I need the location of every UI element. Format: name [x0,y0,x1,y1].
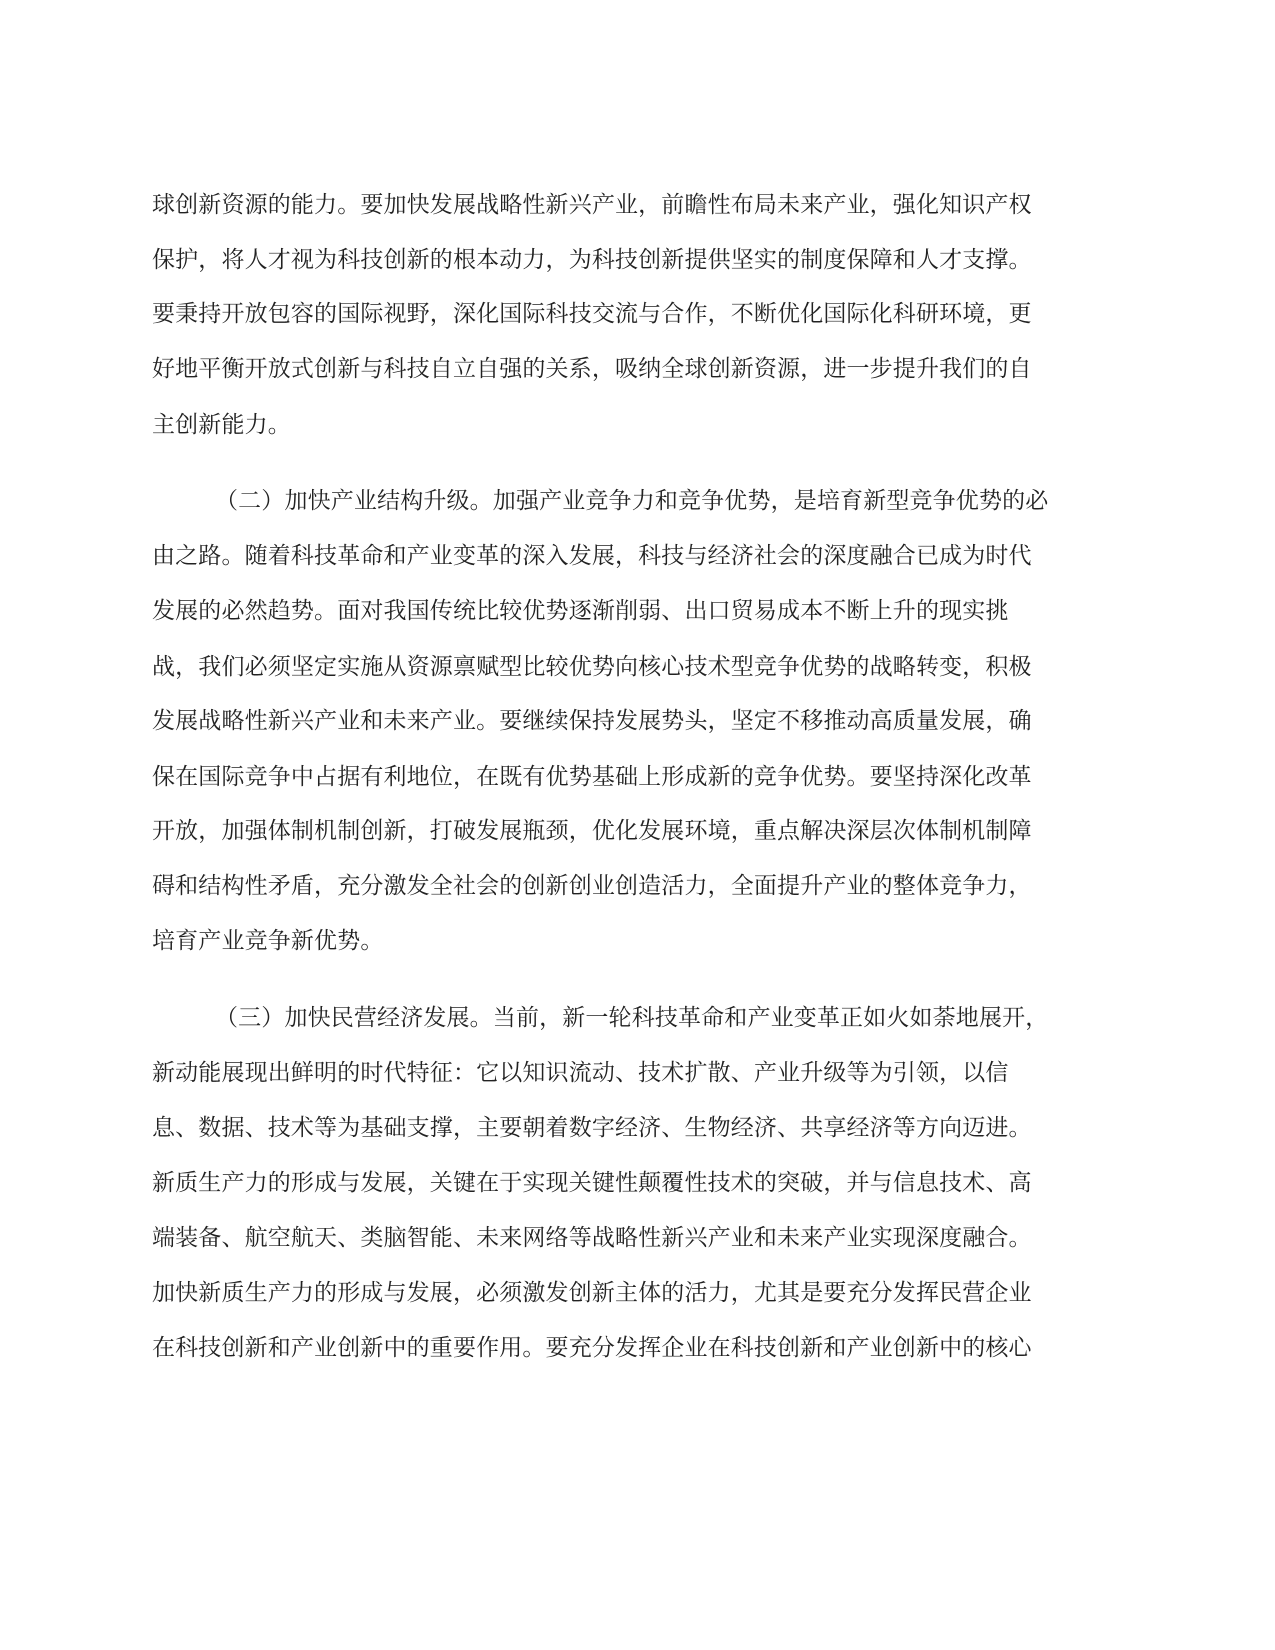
text-line: 碍和结构性矛盾，充分激发全社会的创新创业创造活力，全面提升产业的整体竞争力， [152,873,1032,899]
text-line: 要秉持开放包容的国际视野，深化国际科技交流与合作，不断优化国际化科研环境，更 [152,301,1032,327]
text-line: 由之路。随着科技革命和产业变革的深入发展，科技与经济社会的深度融合已成为时代 [152,543,1032,569]
text-line: 端装备、航空航天、类脑智能、未来网络等战略性新兴产业和未来产业实现深度融合。 [152,1225,1032,1251]
text-line: 好地平衡开放式创新与科技自立自强的关系，吸纳全球创新资源，进一步提升我们的自 [152,356,1032,382]
text-line: 新质生产力的形成与发展，关键在于实现关键性颠覆性技术的突破，并与信息技术、高 [152,1170,1032,1196]
text-line: （二）加快产业结构升级。加强产业竞争力和竞争优势，是培育新型竞争优势的必 [215,488,1049,514]
text-line: 加快新质生产力的形成与发展，必须激发创新主体的活力，尤其是要充分发挥民营企业 [152,1280,1032,1306]
text-line: 开放，加强体制机制创新，打破发展瓶颈，优化发展环境，重点解决深层次体制机制障 [152,818,1032,844]
text-line: 息、数据、技术等为基础支撑，主要朝着数字经济、生物经济、共享经济等方向迈进。 [152,1115,1032,1141]
text-line: 在科技创新和产业创新中的重要作用。要充分发挥企业在科技创新和产业创新中的核心 [152,1335,1032,1361]
text-line: 保护，将人才视为科技创新的根本动力，为科技创新提供坚实的制度保障和人才支撑。 [152,247,1032,273]
text-line: 保在国际竞争中占据有利地位，在既有优势基础上形成新的竞争优势。要坚持深化改革 [152,764,1032,790]
text-line: 新动能展现出鲜明的时代特征：它以知识流动、技术扩散、产业升级等为引领，以信 [152,1060,1009,1086]
text-line: 培育产业竞争新优势。 [152,928,384,954]
text-line: 球创新资源的能力。要加快发展战略性新兴产业，前瞻性布局未来产业，强化知识产权 [152,192,1032,218]
text-line: （三）加快民营经济发展。当前，新一轮科技革命和产业变革正如火如荼地展开， [215,1005,1049,1031]
text-line: 主创新能力。 [152,412,291,438]
text-line: 发展战略性新兴产业和未来产业。要继续保持发展势头，坚定不移推动高质量发展，确 [152,708,1032,734]
text-line: 发展的必然趋势。面对我国传统比较优势逐渐削弱、出口贸易成本不断上升的现实挑 [152,598,1009,624]
text-line: 战，我们必须坚定实施从资源禀赋型比较优势向核心技术型竞争优势的战略转变，积极 [152,654,1032,680]
